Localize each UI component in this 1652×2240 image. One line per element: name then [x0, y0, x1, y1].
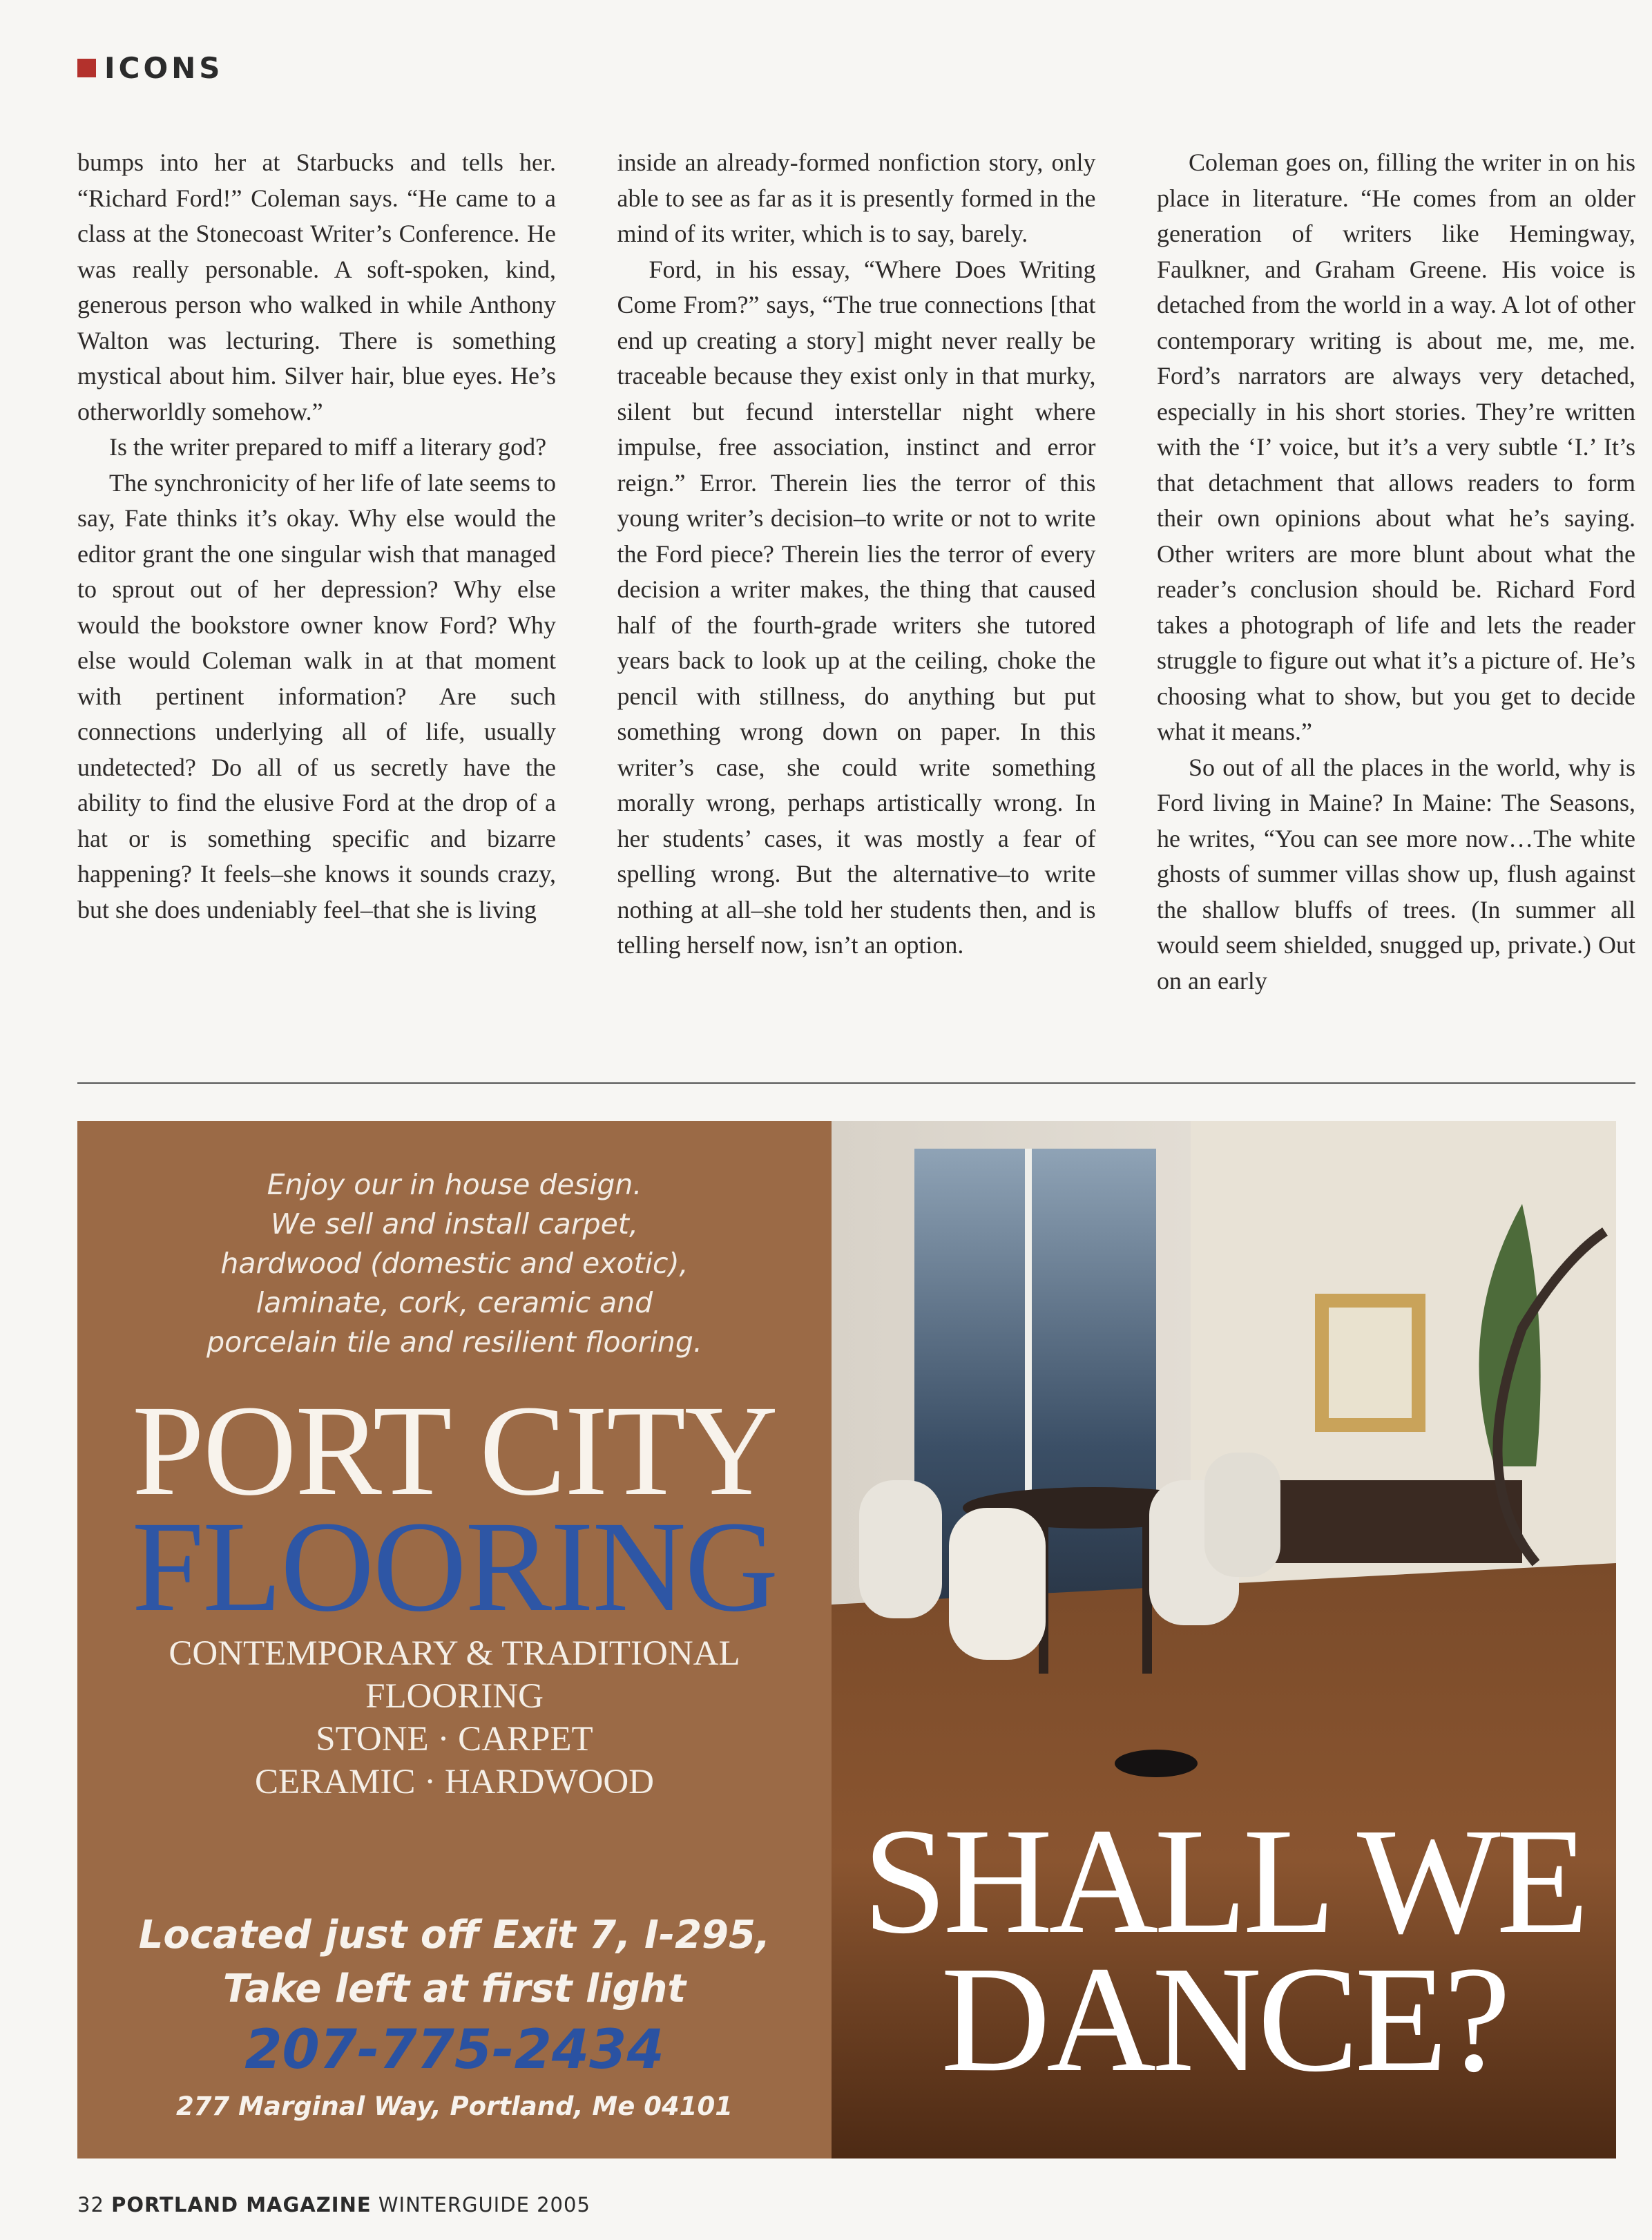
paragraph: So out of all the places in the world, why is Ford living in Maine? In Maine: The Seasons, he writes, “You can see more now…The white ghosts of summer villas show up, flush against the shallow bluffs of trees. (In summer all would seem shielded, snugged up, private.) Out on an early — [1157, 753, 1635, 995]
photo-shoe — [1115, 1750, 1198, 1777]
page-number: 32 — [77, 2193, 104, 2217]
ad-service-line: STONE · CARPET — [316, 1720, 593, 1759]
ad-intro-line: We sell and install carpet, — [271, 1207, 638, 1241]
paragraph: inside an already-formed nonfiction story, only able to see as far as it is presently formed in the mind of its writer, which is to say, barely. — [617, 149, 1096, 247]
ad-headline-line: DANCE? — [941, 1935, 1507, 2103]
section-marker-icon — [77, 59, 96, 77]
ad-service-line: CERAMIC · HARDWOOD — [255, 1763, 654, 1801]
brand-name-line2: FLOORING — [131, 1494, 778, 1638]
photo-chair — [859, 1480, 942, 1618]
ad-intro-line: laminate, cork, ceramic and — [256, 1286, 653, 1319]
ad-intro — [77, 1165, 832, 1362]
ad-intro-line: Enjoy our in house design. — [267, 1168, 642, 1201]
ad-location-line: Located just off Exit 7, I-295, — [138, 1913, 771, 1957]
ad-photo-panel — [832, 1121, 1616, 2158]
section-title: ICONS — [104, 50, 224, 85]
paragraph: The synchronicity of her life of late seems to say, Fate thinks it’s okay. Why else would the editor grant the one singular wish that managed to sprout out of her depression? Why else would the bookstore owner know Ford? Why else would Coleman walk in at that moment with pertinent information? Are such connections underlying all of life, usually undetected? Do all of us secretly have the ability to find the elusive Ford at the drop of a hat or is something specific and bizarre happening? It feels–she knows it sounds crazy, but she does undeniably feel–that she is living — [77, 468, 556, 923]
divider-rule — [77, 1082, 1635, 1084]
ad-service-line: FLOORING — [365, 1677, 544, 1716]
advertisement — [77, 1121, 1616, 2158]
photo-sideboard — [1274, 1480, 1522, 1563]
ad-intro-line: porcelain tile and resilient flooring. — [206, 1325, 702, 1359]
ad-address: 277 Marginal Way, Portland, Me 04101 — [176, 2091, 733, 2121]
photo-chair — [949, 1508, 1046, 1660]
section-header — [77, 48, 224, 87]
magazine-name: PORTLAND MAGAZINE — [111, 2193, 372, 2217]
ad-headline-line: SHALL WE — [863, 1797, 1585, 1965]
ad-phone-number: 207-775-2434 — [244, 2019, 664, 2081]
paragraph: Coleman goes on, filling the writer in on his place in literature. “He comes from an older generation of writers like Hemingway, Faulkner, and Graham Greene. His voice is detached from the world in a way. A lot of other contemporary writing is about me, me, me. Ford’s narrators are always very detached, especially in his short stories. They’re written with the ‘I’ voice, but it’s a very subtle ‘I.’ It’s that detachment that allows readers to form their own opinions about what he’s saying. Other writers are more blunt about what the reader’s conclusion should be. Richard Ford takes a photograph of life and lets the reader struggle to figure out what it’s a picture of. He’s choosing what to show, but you get to decide what it means.” — [1157, 149, 1635, 745]
page-footer — [77, 2193, 590, 2217]
issue-name: WINTERGUIDE 2005 — [378, 2193, 590, 2217]
ad-intro-line: hardwood (domestic and exotic), — [220, 1247, 689, 1280]
ad-services — [77, 1632, 832, 1803]
ad-location — [77, 1908, 832, 2016]
paragraph: Ford, in his essay, “Where Does Writing Come From?” says, “The true connections [that end up creating a story] might never really be traceable because they exist only in that murky, silent but fecund interstellar night where impulse, free association, instinct and error reign.” Error. Therein lies the terror of this young writer’s decision–to write or not to write the Ford piece? Therein lies the terror of every decision a writer makes, the thing that caused half of the fourth-grade writers she tutored years back to look up at the ceiling, choke the pencil with stillness, do anything but put something wrong down on paper. In this writer’s case, she could write something morally wrong, perhaps artistically wrong. In her students’ cases, it was mostly a fear of spelling wrong. But the alternative–to write nothing at all–she told her students then, and is telling herself now, isn’t an option. — [617, 255, 1096, 959]
ad-text-panel — [77, 1121, 832, 2158]
photo-painting-inner — [1329, 1308, 1412, 1418]
paragraph: Is the writer prepared to miff a literary god? — [109, 433, 547, 461]
paragraph: bumps into her at Starbucks and tells her. “Richard Ford!” Coleman says. “He came to a class at the Stonecoast Writer’s Conference. He was really personable. A soft-spoken, kind, generous person who walked in while Anthony Walton was lecturing. There is something mystical about him. Silver hair, blue eyes. He’s otherworldly somehow.” — [77, 149, 556, 425]
ad-location-line: Take left at first light — [222, 1966, 686, 2011]
article-column-1 — [77, 145, 556, 1036]
photo-chair — [1204, 1453, 1280, 1577]
article-column-3 — [1157, 145, 1635, 1036]
article-column-2 — [617, 145, 1096, 1036]
brand-name-line1: PORT CITY — [132, 1378, 777, 1522]
ad-service-line: CONTEMPORARY & TRADITIONAL — [169, 1634, 740, 1673]
article-body — [77, 145, 1635, 1036]
ad-headline — [832, 1797, 1616, 2103]
